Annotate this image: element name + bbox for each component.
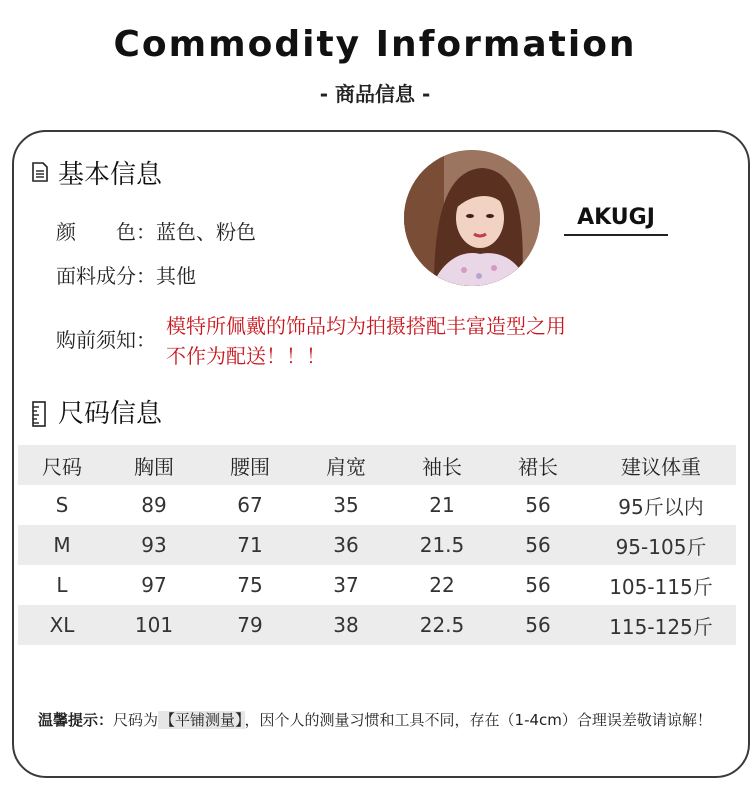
document-icon: [32, 162, 50, 184]
column-header: 腰围: [230, 454, 270, 479]
table-cell: 22.5: [419, 613, 465, 637]
size-table: [18, 445, 736, 645]
table-row: [18, 605, 736, 645]
column-header: 建议体重: [621, 454, 701, 479]
table-cell: 97: [141, 573, 167, 597]
table-row: [18, 485, 736, 525]
note-label: 购前须知：: [56, 328, 156, 352]
table-cell: 89: [141, 493, 167, 517]
table-cell: L: [56, 573, 68, 597]
table-cell: 21.5: [419, 533, 465, 557]
model-portrait-icon: [404, 150, 540, 286]
basic-info-title: 基本信息: [58, 160, 163, 190]
measurement-tip: [38, 706, 718, 734]
column-header: 袖长: [422, 454, 462, 479]
table-cell: 79: [237, 613, 263, 637]
table-cell: 115-125斤: [609, 614, 713, 639]
table-cell: 95-105斤: [615, 534, 707, 559]
table-cell: S: [55, 493, 69, 517]
color-row: [56, 216, 256, 245]
color-value: 蓝色、粉色: [156, 220, 256, 244]
purchase-notice: [166, 311, 566, 371]
color-label: 颜 色：: [56, 220, 156, 244]
table-cell: 38: [333, 613, 359, 637]
tip-text-2: ，因个人的测量习惯和工具不同，存在（1-4cm）合理误差敬请谅解！: [244, 711, 712, 729]
ruler-icon: [32, 401, 50, 423]
notice-line-2: 不作为配送！！！: [166, 344, 326, 368]
table-cell: XL: [49, 613, 75, 637]
table-cell: 56: [525, 573, 551, 597]
table-cell: 22: [429, 573, 455, 597]
table-cell: M: [53, 533, 71, 557]
table-cell: 67: [237, 493, 263, 517]
table-cell: 71: [237, 533, 263, 557]
table-cell: 37: [333, 573, 359, 597]
fabric-value: 其他: [156, 264, 196, 288]
fabric-row: [56, 260, 196, 289]
table-cell: 105-115斤: [609, 574, 713, 599]
note-row: [56, 324, 156, 353]
table-row: [18, 525, 736, 565]
column-header: 肩宽: [326, 454, 366, 479]
column-header: 胸围: [134, 454, 174, 479]
size-info-heading: [32, 393, 162, 430]
table-cell: 95斤以内: [618, 494, 704, 519]
table-row: [18, 565, 736, 605]
column-header: 裙长: [518, 454, 558, 479]
fabric-label: 面料成分：: [56, 264, 156, 288]
table-cell: 36: [333, 533, 359, 557]
table-cell: 101: [134, 613, 174, 637]
table-cell: 56: [525, 533, 551, 557]
table-cell: 56: [525, 613, 551, 637]
page-title: Commodity Information: [113, 24, 637, 65]
table-cell: 93: [141, 533, 167, 557]
column-header: 尺码: [42, 454, 82, 479]
table-cell: 75: [237, 573, 263, 597]
table-header: [18, 445, 736, 485]
notice-line-1: 模特所佩戴的饰品均为拍摄搭配丰富造型之用: [166, 314, 566, 338]
size-info-title: 尺码信息: [58, 399, 163, 429]
tip-label: 温馨提示：: [38, 711, 114, 729]
brand-name: AKUGJ: [564, 205, 668, 236]
tip-highlight: 【平铺测量】: [160, 711, 243, 729]
tip-text-1: 尺码为: [113, 711, 159, 729]
table-cell: 56: [525, 493, 551, 517]
basic-info-heading: [32, 154, 162, 191]
page-subtitle: - 商品信息 -: [319, 82, 431, 106]
table-cell: 21: [429, 493, 455, 517]
table-cell: 35: [333, 493, 359, 517]
